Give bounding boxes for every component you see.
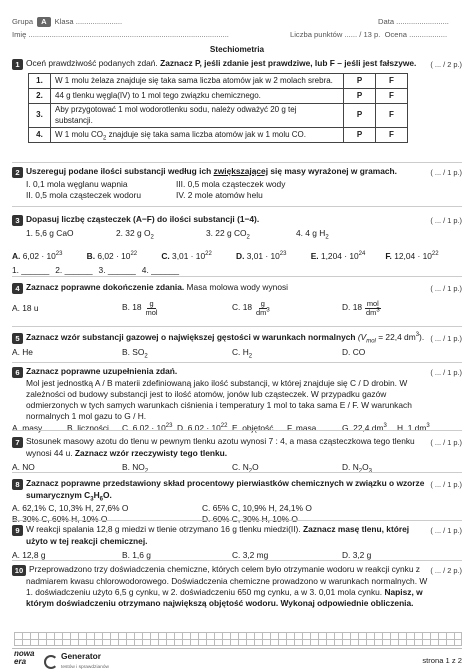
options-row [12, 423, 452, 434]
list-item: III. 0,5 mola cząsteczek wody [176, 179, 286, 190]
option-h[interactable]: H. 1 $dm^3$ [397, 423, 430, 434]
name-field[interactable]: ............................................................................................... [28, 30, 229, 39]
options-row [12, 251, 460, 262]
text-line: normalnych 1 mol gazu to G / H. [26, 410, 147, 421]
option-f[interactable]: F. $12,04 \cdot 10^{22}$ [385, 251, 439, 262]
divider [12, 362, 462, 363]
question-5: 5 Zaznacz wzór substancji gazowej o największej gęstości w warunkach normalnych ($V_{mol} = 22,4$ $dm^3$). A. He B. $SO_2$ C. $H_2$ D. CO [12, 332, 452, 358]
points-q7: ( ... / 1 p.) [430, 438, 462, 447]
question-8 [12, 478, 452, 525]
answer-blank[interactable]: 4. ______ [141, 264, 180, 275]
page-title: Stechiometria [209, 45, 265, 54]
false-option[interactable]: F [376, 104, 408, 127]
option-d[interactable]: D. 18 $\frac{\text{mol}}{dm^3}$ [342, 299, 380, 317]
row-statement: W 1 molu żelaza znajduje się taka sama liczba atomów jak w 2 molach srebra. [51, 74, 344, 89]
formula-subscript: mol [366, 338, 376, 345]
text-line: odmierzonych w tych samych warunkach ciśnienia i temperatury 1 mol to taka sama E / F. W warunkach [26, 399, 412, 410]
option-c[interactable]: C. $6.02 \cdot 10^{23}$ [122, 423, 173, 434]
list-item: II. 0,5 mola cząsteczek wodoru [26, 190, 141, 201]
options-grid [12, 503, 452, 525]
option-c[interactable]: C. $H_2$ [232, 347, 253, 361]
false-option[interactable]: F [376, 127, 408, 142]
true-option[interactable]: P [344, 89, 376, 104]
divider [12, 430, 462, 431]
option-d[interactable]: D. 60% C, 30% H, 10% O [202, 513, 298, 524]
items-grid [26, 179, 432, 201]
list-item: 3. 22 g $CO_2$ [206, 228, 250, 242]
question-emphasis: zwiększającej [213, 166, 269, 176]
option-b[interactable]: B. 30% C, 60% H, 10% O [12, 513, 108, 524]
row-statement: 44 g tlenku węgla(IV) to 1 mol tego związku chemicznego. [51, 89, 344, 104]
question-text-end: się masy wyrażonej w gramach. [268, 166, 397, 176]
points-q10: ( ... / 2 p.) [430, 566, 462, 575]
options-row [12, 347, 452, 361]
true-option[interactable]: P [344, 127, 376, 142]
option-e[interactable]: E. $1,204 \cdot 10^{24}$ [310, 251, 366, 262]
question-text: Stosunek masowy azotu do tlenu w pewnym tlenku azotu wynosi 7 : 4, a masa cząsteczkowa tego tlenku [26, 436, 415, 446]
question-number: 2 [12, 167, 23, 178]
answer-blank[interactable]: 1. ______ [12, 264, 50, 275]
group-label: Grupa [12, 17, 34, 26]
option-b[interactable]: B. liczności [67, 423, 109, 434]
option-a[interactable]: A. He [12, 347, 33, 358]
row-number: 2. [29, 89, 51, 104]
text-line: którym doświadczeniu otrzymano największą objętość wodoru. Wykonaj odpowiednie obliczenia. [26, 597, 414, 608]
option-a[interactable]: A. 18 u [12, 302, 39, 313]
grade-field[interactable]: .................. [409, 30, 448, 39]
question-2 [12, 166, 432, 201]
text-line: Mol jest jednostką A / B materii zdefiniowaną jako ilość substancji, w której znajduje się C / D drobin. W [26, 378, 408, 389]
question-1 [12, 58, 432, 143]
question-4 [12, 282, 432, 316]
class-field[interactable]: ...................... [75, 17, 123, 26]
option-d[interactable]: D. $6.02 \cdot 10^{22}$ [177, 423, 228, 434]
option-g[interactable]: G. 22,4 $dm^3$ [342, 423, 387, 434]
option-d[interactable]: D. $N_2O_3$ [342, 462, 372, 475]
date-label: Data [378, 17, 395, 26]
date-row [378, 17, 449, 27]
option-a[interactable]: A. $6,02 \cdot 10^{23}$ [12, 251, 63, 262]
question-instruction: Zaznacz P, jeśli zdanie jest prawdziwe, lub F – jeśli jest fałszywe. [160, 58, 417, 68]
question-number: 10 [12, 565, 26, 576]
points-q8: ( ... / 1 p.) [430, 480, 462, 489]
points-q9: ( ... / 1 p.) [430, 526, 462, 535]
answer-blank[interactable]: 3. ______ [98, 264, 136, 275]
option-b[interactable]: B. 1,6 g [122, 550, 151, 561]
divider [12, 276, 462, 277]
question-body: wynosi 44 u. Zaznacz wzór rzeczywisty tego tlenku. [26, 448, 228, 459]
option-c[interactable]: C. $3,01 \cdot 10^{22}$ [161, 251, 212, 262]
divider [12, 206, 462, 207]
name-label: Imię [12, 30, 27, 39]
question-instruction: Zaznacz poprawne przedstawiony skład procentowy pierwiastków chemicznych w związku o wzorze [26, 478, 425, 488]
grade-label: Ocena [384, 30, 407, 39]
divider [12, 162, 462, 163]
question-10 [12, 564, 452, 609]
formula-end: ). [419, 332, 425, 342]
question-text: W reakcji spalania 12,8 g miedzi w tlenie otrzymano 16 g tlenku miedzi(II). [26, 524, 303, 534]
question-number: 5 [12, 333, 23, 344]
table-row [29, 89, 408, 104]
row-number: 4. [29, 127, 51, 142]
header-row-2 [12, 30, 229, 40]
option-b[interactable]: B. $NO_2$ [122, 462, 149, 475]
option-c[interactable]: C. 18 $\frac{g}{dm^3}$ [232, 299, 270, 317]
option-c[interactable]: C. $N_2O$ [232, 462, 259, 475]
generator-logo: Generator testów i sprawdzianów [44, 652, 109, 670]
divider [12, 520, 462, 521]
footer-divider [12, 648, 462, 649]
option-f[interactable]: F. masa [287, 423, 317, 434]
option-d[interactable]: D. 3,2 g [342, 550, 372, 561]
question-instruction: Zaznacz wzór substancji gazowej o największej gęstości w warunkach normalnych [26, 332, 356, 342]
question-formula: (V [355, 332, 367, 342]
true-option[interactable]: P [344, 74, 376, 89]
option-a[interactable]: A. masy [12, 423, 43, 434]
true-option[interactable]: P [344, 104, 376, 127]
true-false-table [28, 73, 408, 142]
options-row [12, 300, 452, 316]
option-d[interactable]: D. CO [342, 347, 366, 358]
divider [12, 560, 462, 561]
nowa-era-logo: nowa era [14, 649, 35, 666]
formula-line: sumarycznym $C_3H_6O$. [26, 490, 112, 504]
row-number: 1. [29, 74, 51, 89]
points-q3: ( ... / 1 p.) [430, 216, 462, 225]
formula-value: = 22,4 dm [375, 332, 416, 342]
answer-blank[interactable]: 2. ______ [55, 264, 93, 275]
false-option[interactable]: F [376, 89, 408, 104]
table-row [29, 74, 408, 89]
row-number: 3. [29, 104, 51, 127]
points-q5: ( ... / 1 p.) [430, 334, 462, 343]
question-9 [12, 524, 452, 561]
question-instruction: Zaznacz poprawne dokończenie zdania. [26, 282, 185, 292]
divider [12, 326, 462, 327]
option-b[interactable]: B. 18 $\frac{g}{\text{mol}}$ [122, 299, 158, 317]
question-number: 4 [12, 283, 23, 294]
question-text: Masa molowa wody wynosi [184, 282, 289, 292]
option-b[interactable]: B. $SO_2$ [122, 347, 148, 361]
list-item: 2. 32 g $O_2$ [116, 228, 154, 242]
points-q1: ( ... / 2 p.) [430, 60, 462, 69]
question-number: 8 [12, 479, 23, 490]
score-row [290, 30, 447, 40]
points-q2: ( ... / 1 p.) [430, 168, 462, 177]
question-body: użyto w tej reakcji chemicznej. [26, 536, 148, 547]
list-item: 1. 5,6 g CaO [26, 228, 74, 239]
question-3 [12, 214, 452, 276]
option-c[interactable]: C. 65% C, 10,9% H, 24,1% O [202, 503, 312, 514]
question-number: 1 [12, 59, 23, 70]
question-7 [12, 436, 452, 473]
question-text: Uszereguj podane ilości substancji według ich [26, 166, 214, 176]
list-item: IV. 2 mole atomów helu [176, 190, 263, 201]
divider [12, 472, 462, 473]
page-number: strona 1 z 2 [422, 656, 462, 665]
points-q6: ( ... / 1 p.) [430, 368, 462, 377]
question-text: Dopasuj liczbę cząsteczek (A−F) do ilości substancji (1−4). [26, 214, 260, 224]
question-number: 6 [12, 367, 23, 378]
question-number: 9 [12, 525, 23, 536]
question-text: Oceń prawdziwość podanych zdań. [26, 58, 161, 68]
option-a[interactable]: A. 12,8 g [12, 550, 46, 561]
question-body [26, 378, 452, 421]
option-b[interactable]: B. $6,02 \cdot 10^{22}$ [86, 251, 138, 262]
answer-blanks [12, 265, 452, 276]
option-a[interactable]: A. NO [12, 462, 35, 473]
class-label: Klasa [54, 17, 74, 26]
list-item: I. 0,1 mola węglanu wapnia [26, 179, 128, 190]
question-instruction: Zaznacz masę tlenu, której [302, 524, 410, 534]
option-a[interactable]: A. 62,1% C, 10,3% H, 27,6% O [12, 503, 129, 514]
header-row-1 [12, 17, 122, 27]
text-line: Przeprowadzono trzy doświadczenia chemiczne, których celem było otrzymanie wodoru w reakcji cynku z [29, 564, 420, 574]
answer-grid[interactable] [14, 632, 462, 646]
items-row [26, 228, 386, 242]
option-d[interactable]: D. $3,01 \cdot 10^{23}$ [236, 251, 287, 262]
row-statement: Aby przygotować 1 mol wodorotlenku sodu, należy odważyć 20 g tej substancji. [51, 104, 344, 127]
false-option[interactable]: F [376, 74, 408, 89]
text-line: 1. doświadczeniu użyto 6,5 g cynku, w 2. doświadczeniu 650 mg cynku, a w 3. 0,01 mola cynku. Napisz, w [26, 587, 423, 598]
points-label: Liczba punktów ...... / 13 p. [290, 30, 381, 39]
list-item: 4. 4 g $H_2$ [296, 228, 329, 242]
question-number: 7 [12, 437, 23, 448]
table-row [29, 104, 408, 127]
points-q4: ( ... / 1 p.) [430, 284, 462, 293]
generator-icon [44, 655, 58, 669]
question-body [26, 576, 452, 608]
date-field[interactable]: ......................... [396, 17, 449, 26]
option-c[interactable]: C. 3,2 mg [232, 550, 269, 561]
question-number: 3 [12, 215, 23, 226]
text-line: zależności od budowy substancji jest to ilość atomów, jonów lub cząsteczek. W przypadku gazów [26, 389, 387, 400]
table-row [29, 127, 408, 142]
row-statement: W 1 molu $CO_2$ znajduje się taka sama liczba atomów jak w 1 molu CO. [51, 127, 344, 142]
text-line: nadmiarem kwasu chlorowodorowego. Doświadczenia chemiczne prowadzono w warunkach normalnych. W [26, 576, 428, 587]
question-instruction: Zaznacz poprawne uzupełnienia zdań. [26, 366, 178, 376]
group-badge: A [37, 17, 50, 27]
question-6 [12, 366, 452, 434]
option-e[interactable]: E. objętość [232, 423, 274, 434]
